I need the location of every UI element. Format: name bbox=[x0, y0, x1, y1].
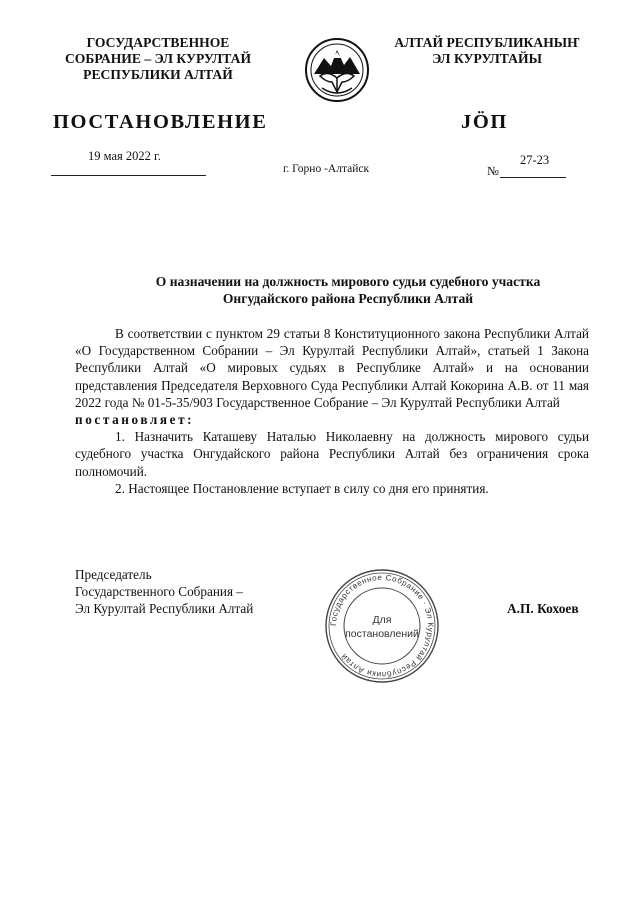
decree-word-line bbox=[75, 411, 589, 428]
header-right-line-1: АЛТАЙ РЕСПУБЛИКАНЫҤ bbox=[394, 35, 580, 50]
stamp-ring-text: Государственное Собрание · Эл Курултай Республики Алтай bbox=[328, 572, 436, 680]
document-number: 27-23 bbox=[520, 153, 550, 167]
decree-heading-line-1: О назначении на должность мирового судьи судебного участка bbox=[155, 274, 541, 289]
decree-heading-line-2: Онгудайского района Республики Алтай bbox=[222, 291, 474, 306]
signature-position-line-1: Председатель bbox=[75, 567, 152, 582]
signature-position bbox=[75, 566, 253, 617]
body-item-2: 2. Настоящее Постановление вступает в силу со дня его принятия. bbox=[115, 480, 489, 496]
document-city: г. Горно -Алтайск bbox=[283, 163, 370, 175]
number-label: № bbox=[487, 164, 499, 178]
stamp-center-line-2: постановлений bbox=[345, 628, 419, 640]
header-left-line-3: РЕСПУБЛИКИ АЛТАЙ bbox=[83, 67, 233, 82]
header-left-line-2: СОБРАНИЕ – ЭЛ КУРУЛТАЙ bbox=[64, 51, 252, 66]
signatory-name: А.П. Кохоев bbox=[507, 601, 579, 616]
header-left bbox=[48, 35, 268, 83]
header-right bbox=[372, 35, 602, 67]
document-type-title: ПОСТАНОВЛЕНИЕ bbox=[53, 111, 268, 133]
svg-text:Государственное Собрание · Эл bbox=[329, 573, 435, 679]
header-right-line-2: ЭЛ КУРУЛТАЙЫ bbox=[432, 51, 542, 66]
signature-position-line-2: Государственного Собрания – bbox=[75, 584, 243, 599]
decree-word: постановляет: bbox=[75, 412, 195, 428]
official-stamp bbox=[322, 566, 442, 686]
body-item-1: 1. Назначить Каташеву Наталью Николаевну на должность мирового судьи судебного участка Онгудайского района Республики Алтай без ограничения срока полномочий. bbox=[75, 429, 589, 479]
stamp-center-line-1: Для bbox=[372, 614, 392, 626]
header-left-line-1: ГОСУДАРСТВЕННОЕ bbox=[86, 35, 230, 50]
document-date: 19 мая 2022 г. bbox=[88, 149, 161, 163]
signature-position-line-3: Эл Курултай Республики Алтай bbox=[75, 601, 254, 616]
document-type-title-altai: JÖП bbox=[461, 111, 508, 133]
number-underline bbox=[500, 177, 566, 178]
altai-republic-emblem-icon bbox=[300, 36, 374, 104]
date-underline bbox=[51, 175, 206, 176]
decree-heading bbox=[88, 273, 608, 307]
body-paragraph-1: В соответствии с пунктом 29 статьи 8 Конституционного закона Республики Алтай «О Государственном Собрании – Эл Курултай Республики Алтай», статьей 1 Закона Республики Алтай «О мировых судьях в Республике Алтай» и на основании представления Председателя Верховного Суда Республики Алтай Кокорина А.В. от 11 мая 2022 года № 01-5-35/903 Государственное Собрание – Эл Курултай Республики Алтай bbox=[75, 326, 589, 410]
decree-body bbox=[75, 325, 589, 497]
